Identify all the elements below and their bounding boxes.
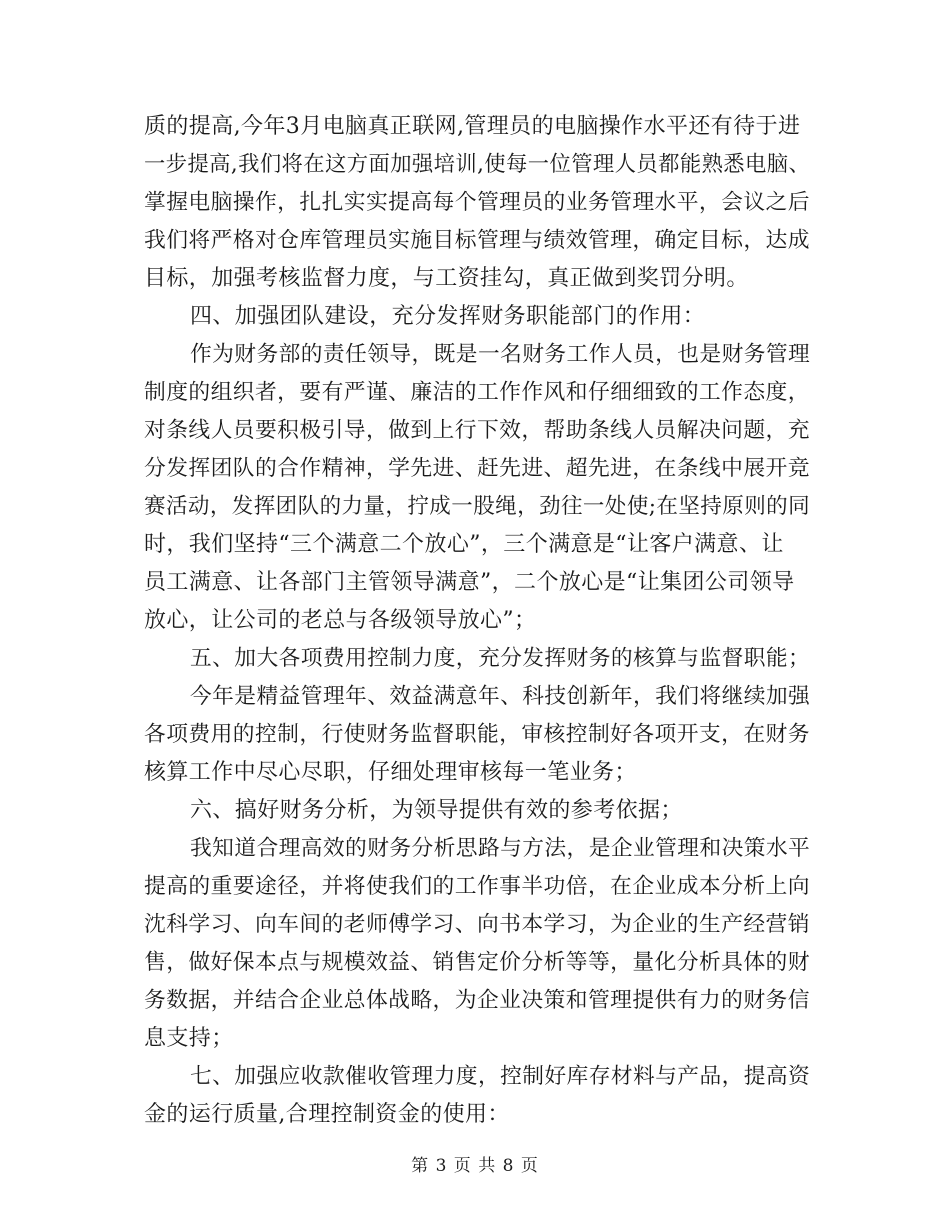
text-line-1: 质的提高,今年3月电脑真正联网,管理员的电脑操作水平还有待于进 bbox=[144, 114, 801, 139]
text-line-18: 核算工作中尽心尽职，仔细处理审核每一笔业务； bbox=[144, 760, 637, 785]
text-line-14: 放心，让公司的老总与各级领导放心”； bbox=[144, 608, 537, 633]
text-line-27: 金的运行质量,合理控制资金的使用： bbox=[144, 1102, 510, 1127]
text-line-21: 提高的重要途径，并将使我们的工作事半功倍，在企业成本分析上向 bbox=[144, 874, 810, 899]
text-line-16: 今年是精益管理年、效益满意年、科技创新年，我们将继续加强 bbox=[190, 684, 811, 709]
text-line-24: 务数据，并结合企业总体战略，为企业决策和管理提供有力的财务信 bbox=[144, 988, 810, 1013]
text-line-4: 我们将严格对仓库管理员实施目标管理与绩效管理，确定目标，达成 bbox=[144, 228, 810, 253]
section-heading-4: 四、加强团队建设，充分发挥财务职能部门的作用： bbox=[190, 304, 706, 329]
text-line-9: 对条线人员要积极引导，做到上行下效，帮助条线人员解决问题，充 bbox=[144, 418, 810, 443]
text-line-22: 沈科学习、向车间的老师傅学习、向书本学习，为企业的生产经营销 bbox=[144, 912, 810, 937]
text-line-3: 掌握电脑操作，扎扎实实提高每个管理员的业务管理水平，会议之后 bbox=[144, 190, 810, 215]
text-line-11: 赛活动，发挥团队的力量，拧成一股绳，劲往一处使;在坚持原则的同 bbox=[144, 494, 811, 519]
text-line-12: 时，我们坚持“三个满意二个放心”，三个满意是“让客户满意、让 bbox=[144, 532, 784, 557]
text-line-25: 息支持； bbox=[144, 1026, 234, 1051]
text-line-20: 我知道合理高效的财务分析思路与方法，是企业管理和决策水平 bbox=[190, 836, 811, 861]
text-line-7: 作为财务部的责任领导，既是一名财务工作人员，也是财务管理 bbox=[190, 342, 811, 367]
page-number-footer: 第 3 页 共 8 页 bbox=[411, 1156, 539, 1176]
text-line-13: 员工满意、让各部门主管领导满意”，二个放心是“让集团公司领导 bbox=[144, 570, 795, 595]
text-line-2: 一步提高,我们将在这方面加强培训,使每一位管理人员都能熟悉电脑、 bbox=[144, 152, 811, 177]
text-line-17: 各项费用的控制，行使财务监督职能，审核控制好各项开支，在财务 bbox=[144, 722, 810, 747]
text-line-10: 分发挥团队的合作精神，学先进、赶先进、超先进，在条线中展开竞 bbox=[144, 456, 810, 481]
section-heading-6: 六、搞好财务分析，为领导提供有效的参考依据； bbox=[190, 798, 683, 823]
section-heading-5: 五、加大各项费用控制力度，充分发挥财务的核算与监督职能； bbox=[190, 646, 811, 671]
section-heading-7: 七、加强应收款催收管理力度，控制好库存材料与产品，提高资 bbox=[190, 1064, 811, 1089]
text-line-23: 售，做好保本点与规模效益、销售定价分析等等，量化分析具体的财 bbox=[144, 950, 810, 975]
text-line-8: 制度的组织者，要有严谨、廉洁的工作作风和仔细细致的工作态度， bbox=[144, 380, 810, 405]
text-line-5: 目标，加强考核监督力度，与工资挂勾，真正做到奖罚分明。 bbox=[144, 266, 749, 291]
